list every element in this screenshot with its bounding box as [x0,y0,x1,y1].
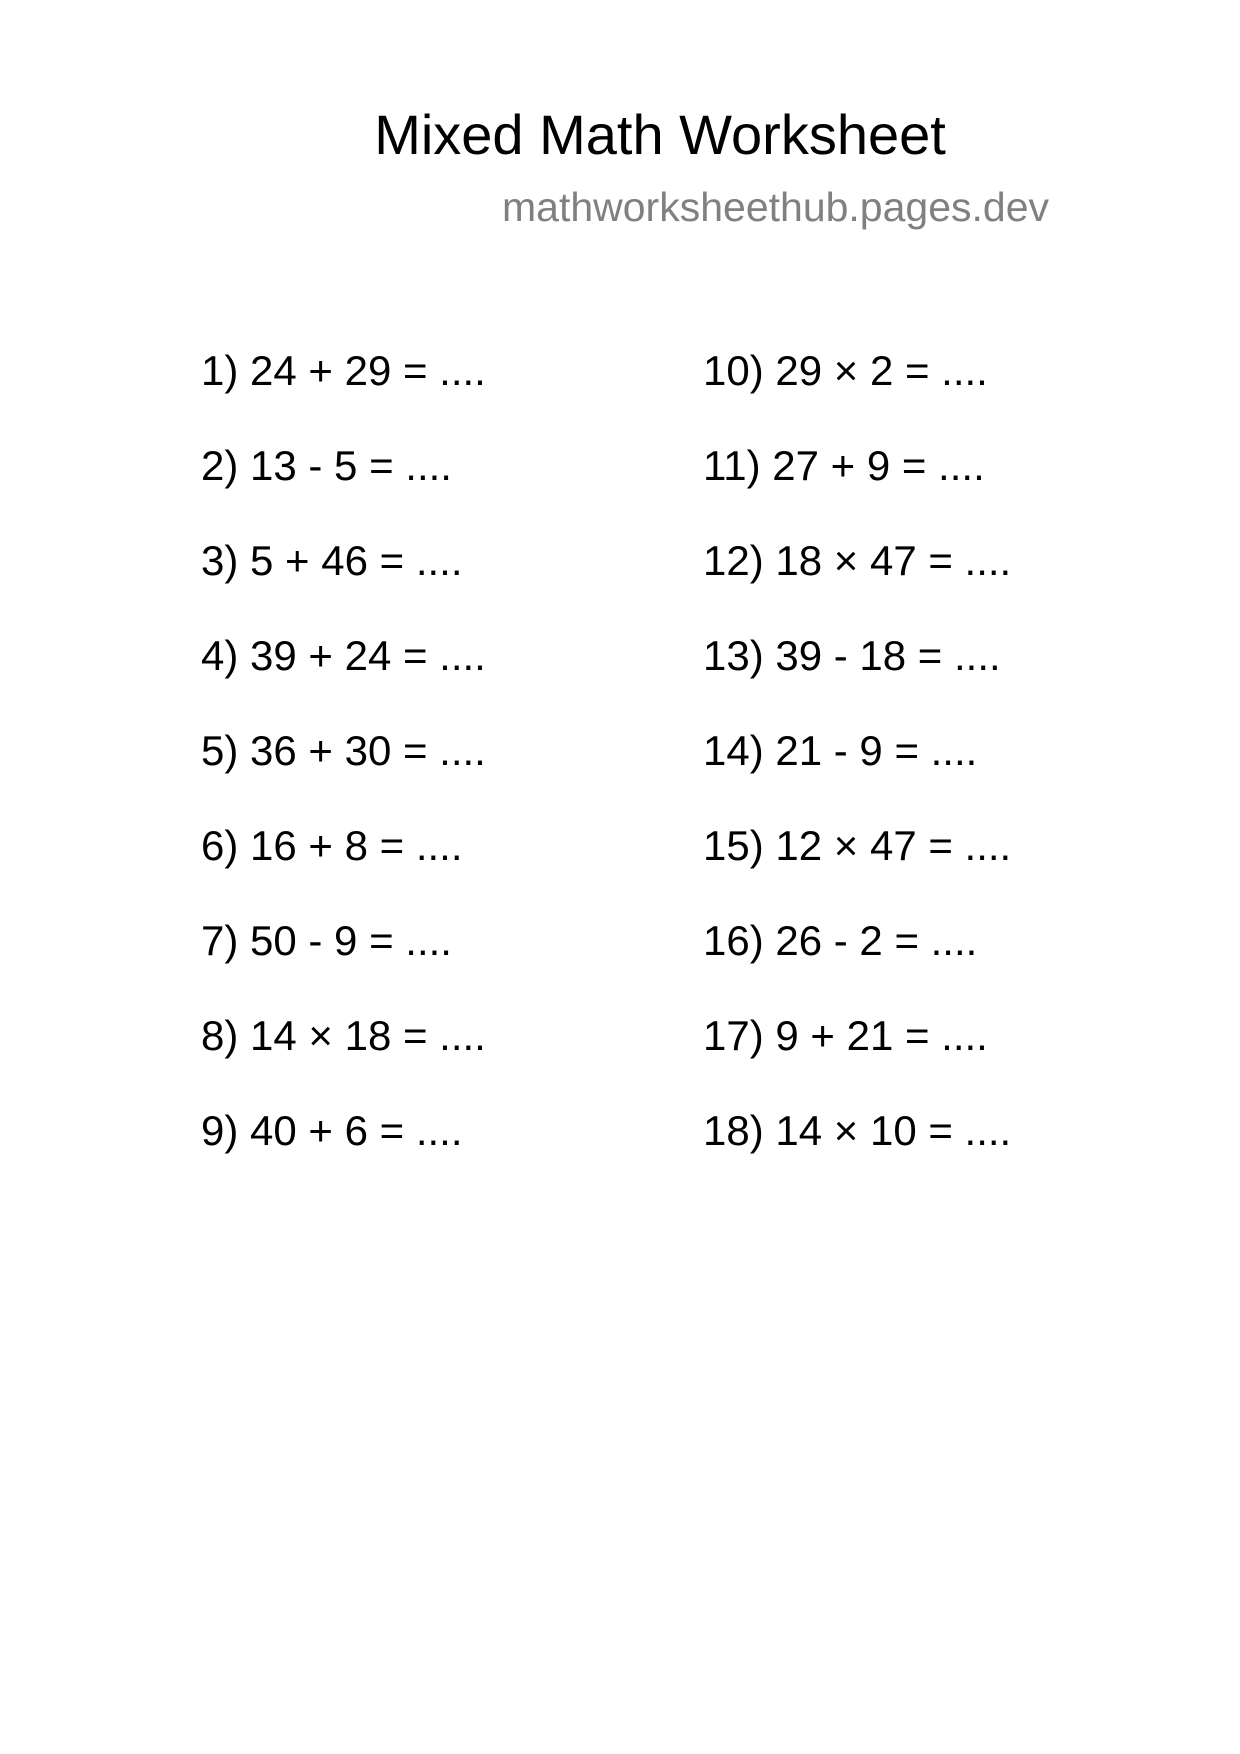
problem-item: 18) 14 × 10 = .... [703,1107,1012,1154]
problem-item: 1) 24 + 29 = .... [201,347,486,394]
problem-column-right [703,345,1011,1200]
worksheet-title: Mixed Math Worksheet [374,103,946,166]
problem-item: 12) 18 × 47 = .... [703,537,1012,584]
problem-column-left [201,345,486,1200]
problem-item: 10) 29 × 2 = .... [703,347,988,394]
problem-item: 17) 9 + 21 = .... [703,1012,988,1059]
problem-item: 5) 36 + 30 = .... [201,727,486,774]
problem-item: 6) 16 + 8 = .... [201,822,463,869]
problem-item: 16) 26 - 2 = .... [703,917,978,964]
problem-item: 9) 40 + 6 = .... [201,1107,463,1154]
problem-item: 3) 5 + 46 = .... [201,537,463,584]
problem-item: 15) 12 × 47 = .... [703,822,1012,869]
problem-item: 2) 13 - 5 = .... [201,442,452,489]
problem-list [0,345,1240,1185]
problem-item: 7) 50 - 9 = .... [201,917,452,964]
problem-item: 8) 14 × 18 = .... [201,1012,486,1059]
problem-item: 4) 39 + 24 = .... [201,632,486,679]
problem-item: 13) 39 - 18 = .... [703,632,1001,679]
problem-item: 14) 21 - 9 = .... [703,727,978,774]
problem-item: 11) 27 + 9 = .... [703,442,985,489]
worksheet-source: mathworksheethub.pages.dev [502,184,1050,230]
